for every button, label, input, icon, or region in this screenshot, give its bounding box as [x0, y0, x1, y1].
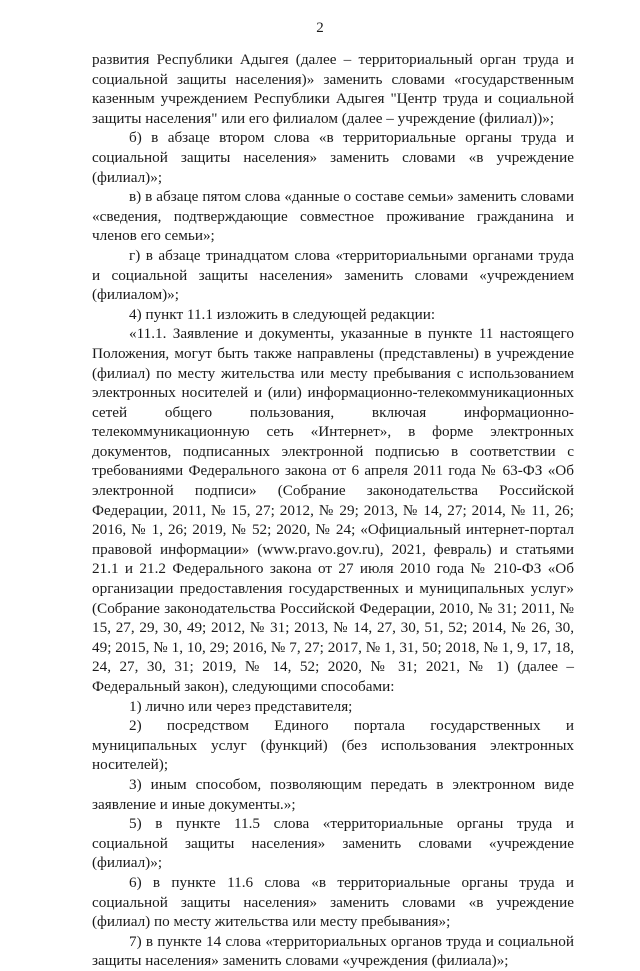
paragraph-item-5: 5) в пункте 11.5 слова «территориальные органы труда и социальной защиты населения» заменить словами «учреждение (филиал)»;	[92, 815, 574, 872]
paragraph-method-1: 1) лично или через представителя;	[129, 697, 353, 715]
page-number: 2	[316, 20, 324, 36]
paragraph-item-b: б) в абзаце втором слова «в территориальные органы труда и социальной защиты населения» заменить словами «в учреждение (филиал)»;	[92, 129, 574, 186]
document-body	[92, 50, 574, 971]
paragraph-item-6: 6) в пункте 11.6 слова «в территориальные органы труда и социальной защиты населения» заменить словами «в учреждение (филиал) по месту жительства или месту пребывания»;	[92, 873, 574, 931]
paragraph-method-3: 3) иным способом, позволяющим передать в электронном виде заявление и иные документы.»;	[92, 775, 574, 813]
paragraph-method-2: 2) посредством Единого портала государственных и муниципальных услуг (функций) (без использования электронных носителей);	[92, 717, 574, 774]
paragraph-item-7: 7) в пункте 14 слова «территориальных органов труда и социальной защиты населения» заменить словами «учреждения (филиала)»;	[92, 932, 574, 970]
paragraph-item-g: г) в абзаце тринадцатом слова «территориальными органами труда и социальной защиты населения» заменить словами «учреждением (филиалом)»;	[92, 246, 574, 304]
paragraph-item-4: 4) пункт 11.1 изложить в следующей редакции:	[129, 305, 436, 323]
paragraph-clause-11-1: «11.1. Заявление и документы, указанные в пункте 11 настоящего Положения, могут быть также направлены (представлены) в учреждение (филиал) по месту жительства или месту пребывания с использованием электронных носителей и (или) информационно-телекоммуникационных сетей общего пользования, включая информационно-телекоммуникационную сеть «Интернет», в форме электронных документов, подписанных электронной подписью в соответствии с требованиями Федерального закона от 6 апреля 2011 года № 63-ФЗ «Об электронной подписи» (Собрание законодательства Российской Федерации, 2011, № 15, 27; 2012, № 29; 2013, № 14, 27; 2014, № 11, 26; 2016, № 1, 26; 2019, № 52; 2020, № 24; «Официальный интернет-портал правовой информации» (www.pravo.gov.ru), 2021, февраль) и статьями 21.1 и 21.2 Федерального закона от 27 июля 2010 года № 210-ФЗ «Об организации предоставления государственных и муниципальных услуг» (Собрание законодательства Российской Федерации, 2010, № 31; 2011, № 15, 27, 29, 30, 49; 2012, № 31; 2013, № 14, 27, 30, 51, 52; 2014, № 26, 30, 49; 2015, № 1, 10, 29; 2016, № 7, 27; 2017, № 1, 31, 50; 2018, № 1, 9, 17, 18, 24, 27, 30, 31; 2019, № 14, 52; 2020, № 31; 2021, № 1) (далее – Федеральный закон), следующими способами:	[92, 325, 574, 695]
paragraph-continuation: развития Республики Адыгея (далее – территориальный орган труда и социальной защиты населения)» заменить словами «государственным казенным учреждением Республики Адыгея "Центр труда и социальной защиты населения" или его филиалом (далее – учреждение (филиал))»;	[92, 51, 574, 127]
paragraph-item-v: в) в абзаце пятом слова «данные о составе семьи» заменить словами «сведения, подтверждающие совместное проживание гражданина и членов его семьи»;	[92, 188, 574, 245]
